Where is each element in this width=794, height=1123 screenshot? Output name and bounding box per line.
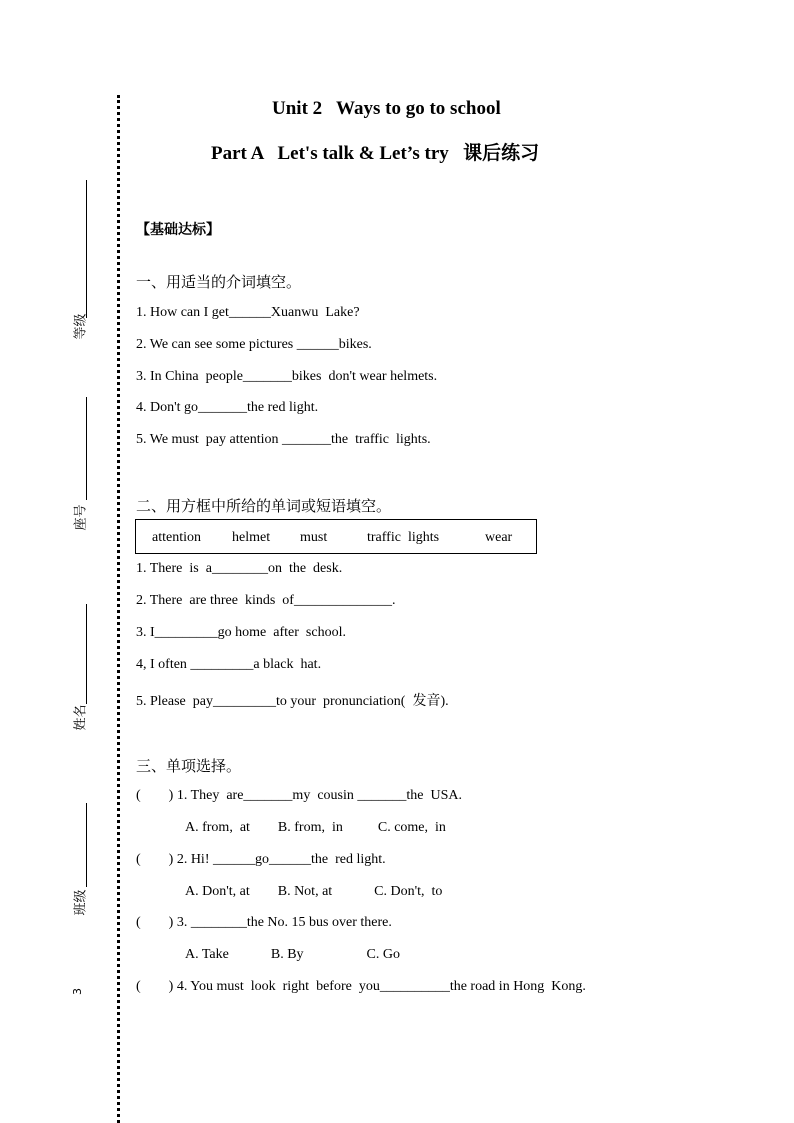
page-subtitle [0,138,794,165]
word-bank-item: wear [485,530,513,545]
grade-line [86,180,87,318]
s2-item: 1. There is a________on the desk. [136,561,343,576]
section3-heading: 三、单项选择。 [136,757,242,775]
word-bank-item: attention [152,530,201,545]
name-label: 姓名 [73,704,89,731]
seat-label: 座号 [73,504,89,531]
word-bank-item: traffic lights [367,530,440,545]
name-line [86,604,87,704]
s3-options: A. Don't, at B. Not, at C. Don't, to [185,884,443,899]
s3-question: ( ) 3. ________the No. 15 bus over there. [136,915,392,930]
subtitle-en: Part A Let's talk & Let’s try [211,143,464,164]
s1-item: 4. Don't go_______the red light. [136,400,319,415]
word-box [135,519,537,554]
grade-label: 等级 [73,313,89,340]
s1-item: 3. In China people_______bikes don't wear helmets. [136,369,438,384]
s2-item: 2. There are three kinds of______________. [136,593,396,608]
s3-question: ( ) 2. Hi! ______go______the red light. [136,852,386,867]
s3-question: ( ) 4. You must look right before you__________the road in Hong Kong. [136,979,586,994]
binding-dotted-line [117,95,120,1123]
s1-item: 5. We must pay attention _______the traffic lights. [136,432,431,447]
s3-options: A. Take B. By C. Go [185,947,400,962]
s1-item: 2. We can see some pictures ______bikes. [136,337,372,352]
subtitle-cn: 课后练习 [463,142,540,164]
s3-options: A. from, at B. from, in C. come, in [185,820,446,835]
s2-item: 3. I_________go home after school. [136,625,346,640]
s3-question: ( ) 1. They are_______my cousin _______the USA. [136,788,462,803]
section1-heading: 一、用适当的介词填空。 [136,273,302,291]
word-bank-item: must [300,530,328,545]
class-line [86,803,87,887]
section2-heading: 二、用方框中所给的单词或短语填空。 [136,497,392,515]
page-title: Unit 2 Ways to go to school [272,98,501,119]
s2-item: 5. Please pay_________to your pronunciation( 发音). [136,694,449,709]
margin-mark: 3 [71,988,84,995]
seat-line [86,397,87,500]
word-bank-item: helmet [232,530,271,545]
class-label: 班级 [73,889,89,916]
s1-item: 1. How can I get______Xuanwu Lake? [136,305,360,320]
basic-tag: 【基础达标】 [136,222,220,238]
s2-item: 4, I often _________a black hat. [136,657,322,672]
